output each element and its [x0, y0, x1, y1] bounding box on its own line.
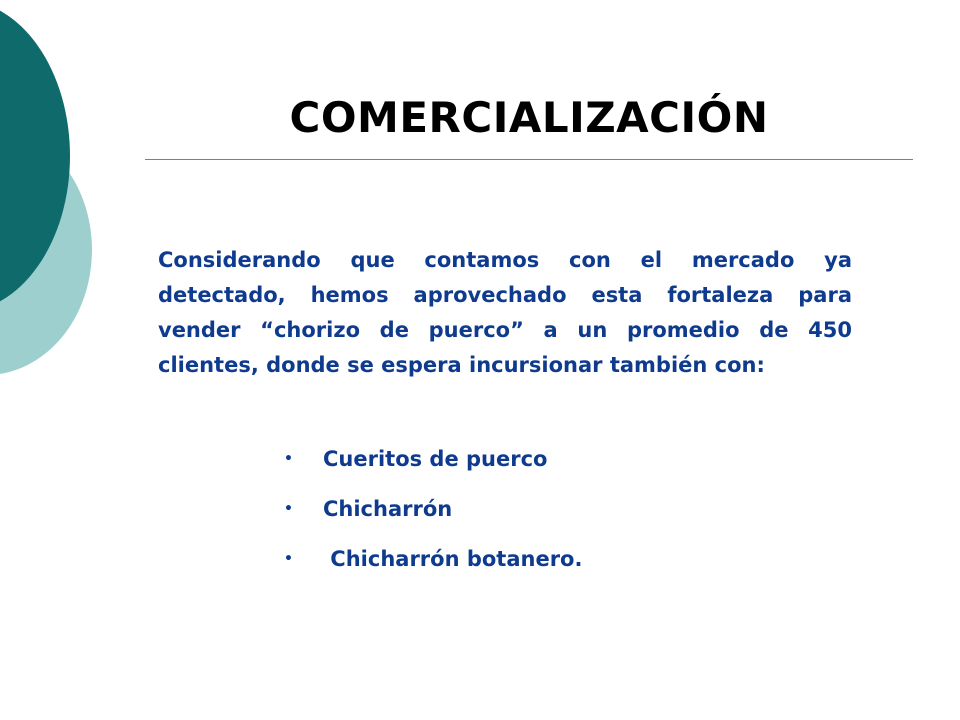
bullet-label: Cueritos de puerco [323, 447, 548, 471]
title-divider [145, 159, 913, 160]
slide-title: COMERCIALIZACIÓN [289, 93, 769, 142]
bullet-label: Chicharrón [323, 497, 453, 521]
bullet-label: Chicharrón botanero. [323, 547, 583, 571]
product-bullet-list [284, 442, 583, 592]
body-paragraph: Considerando que contamos con el mercado ya detectado, hemos aprovechado esta fortaleza para vender “chorizo de puerco” a un promedio de 450 clientes, donde se espera incursionar también con: [158, 248, 852, 377]
bullet-dot-icon: • [284, 501, 293, 517]
bullet-dot-icon: • [284, 551, 293, 567]
bullet-dot-icon: • [284, 451, 293, 467]
list-item [284, 542, 583, 592]
list-item [284, 442, 548, 492]
list-item [284, 492, 453, 542]
